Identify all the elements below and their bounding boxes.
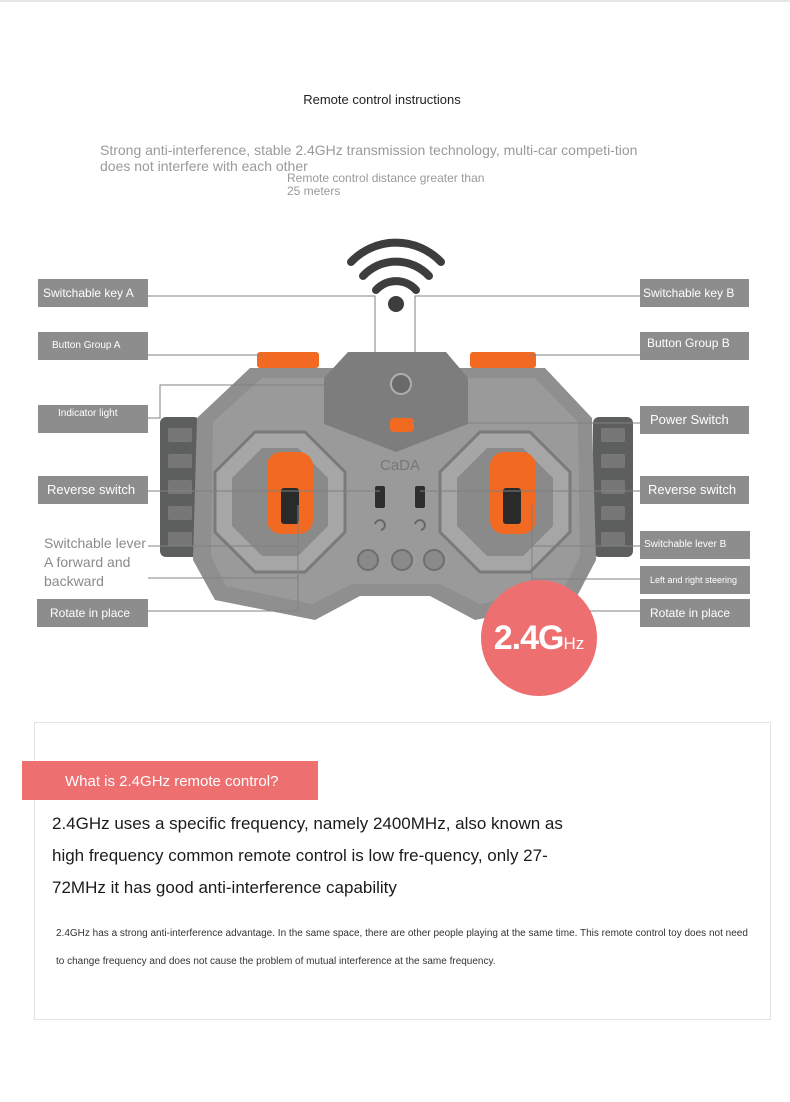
label-switchable-key-b: Switchable key B bbox=[640, 279, 749, 307]
label-switchable-key-a: Switchable key A bbox=[38, 279, 148, 307]
label-reverse-switch-left: Reverse switch bbox=[38, 476, 148, 504]
label-switchable-lever-b: Switchable lever B bbox=[640, 531, 750, 559]
page-title: Remote control instructions bbox=[303, 92, 461, 107]
label-power-switch: Power Switch bbox=[640, 406, 749, 434]
badge-main: 2.4G bbox=[493, 619, 564, 657]
label-switchable-lever-a: Switchable lever A forward and backward bbox=[44, 535, 146, 589]
reverse-switch-b-icon bbox=[415, 486, 425, 508]
button-group-a-icon bbox=[257, 352, 319, 368]
indicator-light-icon bbox=[391, 374, 411, 394]
info-heading: What is 2.4GHz remote control? bbox=[22, 761, 318, 800]
label-left-right-steering: Left and right steering bbox=[640, 566, 750, 594]
info-detail: 2.4GHz has a strong anti-interference advantage. In the same space, there are other people playing at the same time. This remote control toy does not need to change frequency and does not cause the problem of mutual interference at the same frequency. bbox=[56, 928, 748, 967]
label-indicator-light: Indicator light bbox=[38, 405, 148, 433]
range-note: Remote control distance greater than 25 meters bbox=[287, 171, 485, 198]
label-button-group-b: Button Group B bbox=[640, 332, 749, 360]
reverse-switch-a-icon bbox=[375, 486, 385, 508]
power-switch-icon bbox=[390, 418, 414, 432]
subtitle: Strong anti-interference, stable 2.4GHz transmission technology, multi-car competi-tion does not interfere with each other bbox=[100, 142, 638, 174]
label-reverse-switch-right: Reverse switch bbox=[640, 476, 749, 504]
button-group-b-icon bbox=[470, 352, 536, 368]
label-button-group-a: Button Group A bbox=[38, 332, 148, 360]
label-rotate-left: Rotate in place bbox=[37, 599, 148, 627]
label-rotate-right: Rotate in place bbox=[640, 599, 750, 627]
brand-mark: CaDA bbox=[380, 457, 421, 474]
wifi-icon bbox=[351, 243, 441, 312]
badge-unit: Hz bbox=[563, 634, 585, 653]
frequency-badge bbox=[481, 580, 597, 696]
info-lead: 2.4GHz uses a specific frequency, namely 2400MHz, also known as high frequency common remote control is low fre-quency, only 27-72MHz it has good anti-interference capability bbox=[52, 814, 563, 897]
